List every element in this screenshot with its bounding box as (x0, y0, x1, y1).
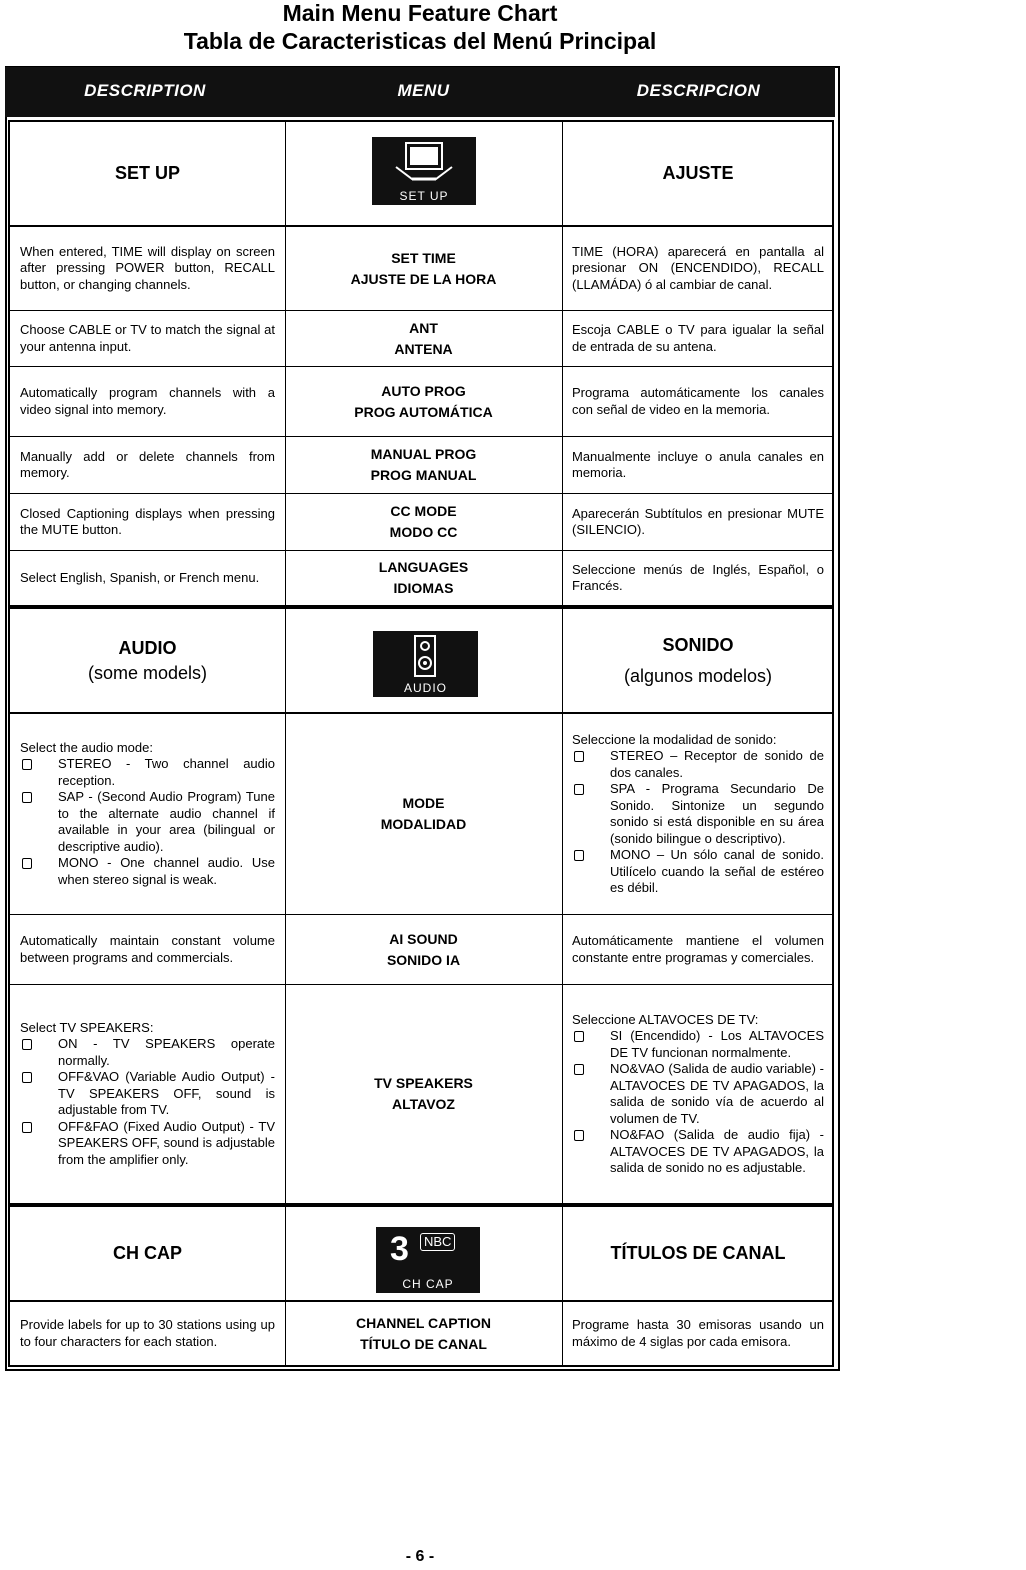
audio-title-en: AUDIO (118, 637, 177, 658)
page-title-en: Main Menu Feature Chart (282, 0, 558, 26)
menu-item-en: CHANNEL CAPTION (355, 1314, 492, 1331)
row-menu (285, 551, 562, 605)
audio-title-es: SONIDO (662, 634, 734, 655)
table-row (8, 494, 834, 551)
list-item: STEREO – Receptor de sonido de dos canales. (572, 748, 824, 781)
row-menu (285, 437, 562, 493)
row-description-en: Provide labels for up to 30 stations using up to four characters for each station. (20, 1317, 275, 1349)
speakers-intro-es: Seleccione ALTAVOCES DE TV: (572, 1011, 759, 1027)
menu-item-es: AJUSTE DE LA HORA (350, 270, 497, 287)
menu-item-es: PROG MANUAL (370, 467, 477, 483)
row-menu (285, 494, 562, 550)
list-item: NO&FAO (Salida de audio fija) - ALTAVOCES DE TV APAGADOS, la salida de sonido no es adjustable. (572, 1127, 824, 1177)
menu-item-en: AI SOUND (389, 930, 458, 947)
table-row (8, 227, 834, 311)
speakers-description-es (562, 985, 834, 1203)
audio-menu-icon (373, 631, 478, 697)
row-description-es: Seleccione menús de Inglés, Español, o Francés. (572, 561, 824, 593)
menu-item-en: TV SPEAKERS (374, 1075, 473, 1091)
menu-item-es: ALTAVOZ (392, 1096, 455, 1112)
menu-item-es: SONIDO IA (386, 951, 461, 968)
menu-item-es: ANTENA (394, 340, 453, 357)
row-description-es: Manualmente incluye o anula canales en memoria. (572, 448, 824, 480)
table-row (8, 311, 834, 367)
menu-item-es: PROG AUTOMÁTICA (354, 403, 493, 420)
menu-item-en: MANUAL PROG (370, 446, 477, 462)
row-description-en: Manually add or delete channels from memory. (20, 448, 275, 480)
menu-item-es: MODO CC (389, 524, 458, 540)
list-item: MONO - One channel audio. Use when stereo signal is weak. (20, 855, 275, 888)
menu-item-en: SET TIME (391, 249, 456, 266)
setup-menu-icon (372, 137, 476, 205)
audio-icon-label: AUDIO (403, 681, 447, 695)
row-description-es: Programa automáticamente los canales con señal de video en la memoria. (572, 385, 824, 417)
row-description-es: TIME (HORA) aparecerá en pantalla al presionar ON (ENCENDIDO), RECALL (LLAMÁDA) ó al cambiar de canal. (572, 243, 824, 292)
row-description-es: Aparecerán Subtítulos en presionar MUTE (SILENCIO). (572, 505, 824, 537)
speakers-description-en (10, 985, 285, 1203)
menu-item-es: TÍTULO DE CANAL (360, 1335, 487, 1352)
row-description-en: Select English, Spanish, or French menu. (20, 569, 260, 585)
audio-subtitle-es: (algunos modelos) (623, 665, 773, 686)
chcap-title-en: CH CAP (112, 1243, 182, 1264)
row-menu (285, 367, 562, 436)
setup-title-es: AJUSTE (662, 163, 734, 184)
setup-section-header (8, 120, 834, 227)
row-description-en: Choose CABLE or TV to match the signal at your antenna input. (20, 322, 275, 354)
table-row (8, 915, 834, 985)
speakers-intro-en: Select TV SPEAKERS: (20, 1019, 154, 1035)
header-descripcion: DESCRIPCION (636, 81, 761, 100)
list-item: SPA - Programa Secundario De Sonido. Sintonize un segundo sonido si está disponible en su área (sonido bilingue o descriptivo). (572, 781, 824, 847)
header-menu: MENU (397, 81, 450, 100)
page-number: - 6 - (405, 1548, 435, 1565)
list-item: OFF&FAO (Fixed Audio Output) - TV SPEAKERS OFF, sound is adjustable from the amplifier only. (20, 1119, 275, 1169)
list-item: MONO – Un sólo canal de sonido. Utilícelo cuando la señal de estéreo es débil. (572, 847, 824, 897)
table-row (8, 714, 834, 915)
chcap-section-header (8, 1203, 834, 1302)
chcap-title-es: TÍTULOS DE CANAL (610, 1243, 786, 1264)
table-row (8, 367, 834, 437)
monitor-icon (372, 137, 476, 189)
chcap-icon-number: 3 (390, 1230, 409, 1268)
audio-title-es-block (562, 609, 834, 712)
table-row (8, 551, 834, 605)
row-description-en: Closed Captioning displays when pressing the MUTE button. (20, 505, 275, 537)
mode-description-es (562, 714, 834, 914)
menu-item-es: MODALIDAD (380, 816, 467, 832)
speaker-icon (373, 631, 478, 681)
list-item: OFF&VAO (Variable Audio Output) - TV SPEAKERS OFF, sound is adjustable from TV. (20, 1069, 275, 1119)
column-header (5, 67, 835, 117)
row-description-en: When entered, TIME will display on screen after pressing POWER button, RECALL button, or changing channels. (20, 243, 275, 292)
page-title-es: Tabla de Caracteristicas del Menú Principal (183, 28, 657, 54)
audio-subtitle-en: (some models) (87, 662, 208, 683)
row-menu (285, 985, 562, 1203)
setup-title-en: SET UP (114, 163, 180, 184)
menu-item-es: IDIOMAS (393, 580, 454, 596)
row-menu (285, 714, 562, 914)
menu-item-en: LANGUAGES (378, 559, 469, 575)
menu-item-en: ANT (409, 319, 438, 336)
row-menu (285, 915, 562, 984)
mode-intro-es: Seleccione la modalidad de sonido: (572, 731, 777, 747)
row-description-es: Automáticamente mantiene el volumen constante entre programas y comerciales. (572, 933, 824, 965)
row-description-en: Automatically program channels with a video signal into memory. (20, 385, 275, 417)
list-item: NO&VAO (Salida de audio variable) - ALTAVOCES DE TV APAGADOS, la salida de sonido vía de acuerdo al volumen de TV. (572, 1061, 824, 1127)
list-item: SAP - (Second Audio Program) Tune to the alternate audio channel if available in your area (bilingual or descriptive audio). (20, 789, 275, 855)
chcap-icon-label: CH CAP (402, 1277, 454, 1291)
row-description-es: Programe hasta 30 emisoras usando un máximo de 4 siglas por cada emisora. (572, 1317, 824, 1349)
row-description-en: Automatically maintain constant volume between programs and commercials. (20, 933, 275, 965)
menu-item-en: AUTO PROG (381, 382, 466, 399)
menu-item-en: MODE (402, 795, 445, 811)
header-description: DESCRIPTION (84, 81, 206, 100)
mode-description-en (10, 714, 285, 914)
row-menu (285, 227, 562, 310)
chcap-menu-icon (376, 1227, 480, 1293)
audio-section-header (8, 605, 834, 714)
chcap-icon-tag: NBC (420, 1233, 455, 1251)
row-menu (285, 1302, 562, 1365)
setup-icon-label: SET UP (399, 189, 449, 203)
table-row (8, 985, 834, 1203)
list-item: STEREO - Two channel audio reception. (20, 756, 275, 789)
audio-title-en-block (10, 609, 285, 712)
row-description-es: Escoja CABLE o TV para igualar la señal de entrada de su antena. (572, 322, 824, 354)
list-item: ON - TV SPEAKERS operate normally. (20, 1036, 275, 1069)
row-menu (285, 311, 562, 366)
mode-intro-en: Select the audio mode: (20, 739, 153, 755)
list-item: SI (Encendido) - Los ALTAVOCES DE TV funcionan normalmente. (572, 1028, 824, 1061)
table-row (8, 1302, 834, 1367)
table-row (8, 437, 834, 494)
menu-item-en: CC MODE (390, 503, 457, 519)
